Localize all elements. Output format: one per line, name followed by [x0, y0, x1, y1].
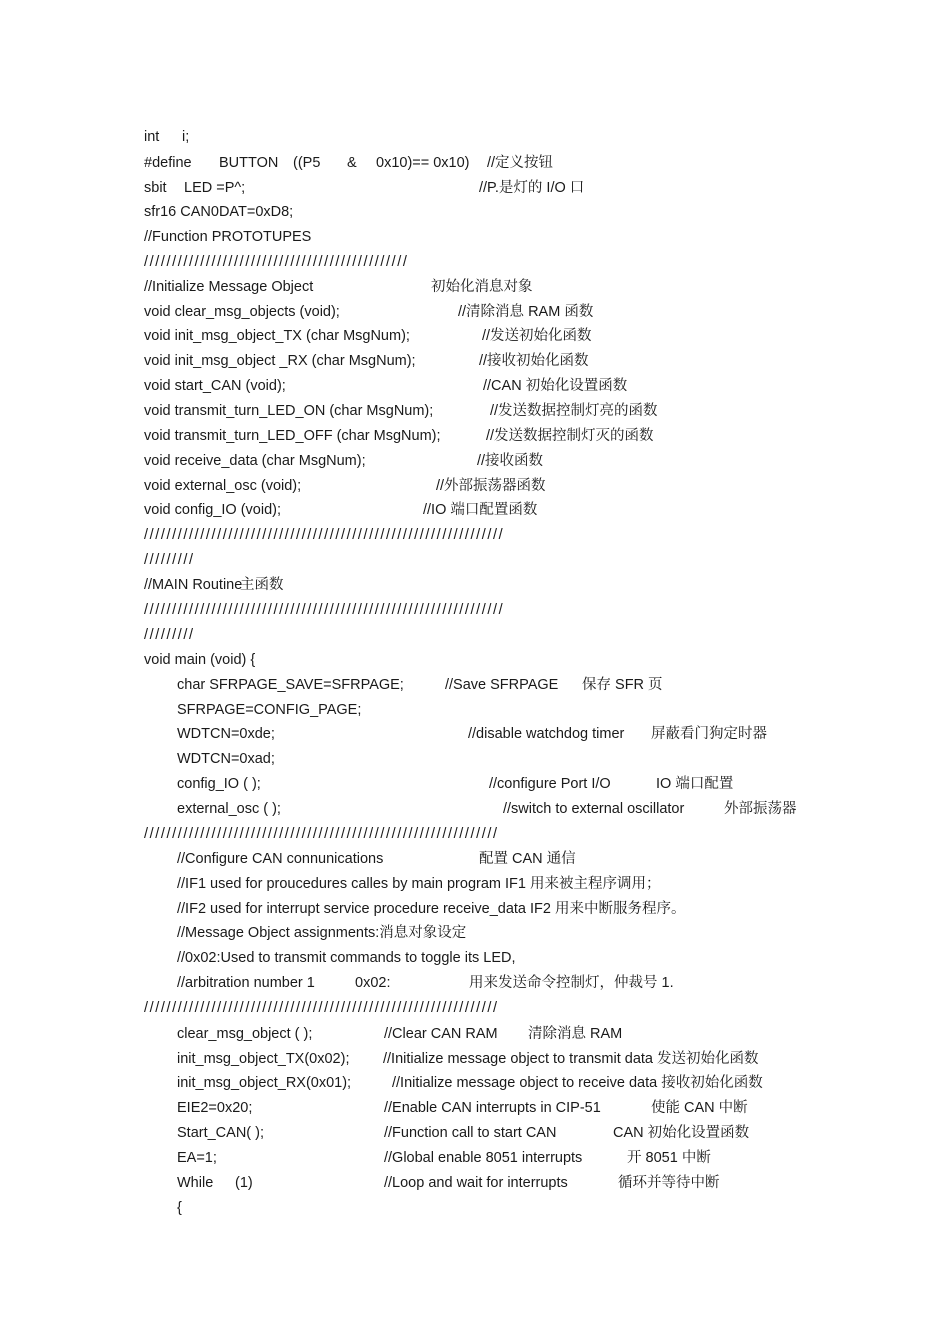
code-token: //Enable CAN interrupts in CIP-51: [384, 1100, 601, 1116]
code-token: WDTCN=0xad;: [177, 751, 275, 767]
code-token: init_msg_object_TX(0x02);: [177, 1051, 350, 1067]
code-token: ///////////////////////////////////////////////////////////////: [144, 1000, 499, 1016]
code-token: void clear_msg_objects (void);: [144, 304, 340, 320]
code-token: void transmit_turn_LED_ON (char MsgNum);: [144, 403, 434, 419]
code-token: //清除消息 RAM 函数: [458, 304, 594, 320]
code-token: void transmit_turn_LED_OFF (char MsgNum);: [144, 428, 441, 444]
code-token: clear_msg_object ( );: [177, 1026, 313, 1042]
code-token: 循环并等待中断: [618, 1175, 720, 1191]
code-token: //P.是灯的 I/O 口: [479, 180, 585, 196]
code-token: //Initialize Message Object: [144, 279, 314, 295]
code-token: //CAN 初始化设置函数: [483, 378, 628, 394]
code-token: config_IO ( );: [177, 776, 261, 792]
code-token: //Clear CAN RAM: [384, 1026, 498, 1042]
code-token: BUTTON: [219, 155, 279, 171]
code-token: 开 8051 中断: [627, 1150, 711, 1166]
code-token: (1): [235, 1175, 253, 1191]
code-token: //Message Object assignments:消息对象设定: [177, 925, 467, 941]
code-token: ///////////////////////////////////////////////: [144, 254, 409, 270]
code-token: IO 端口配置: [656, 776, 734, 792]
code-token: //外部振荡器函数: [436, 478, 546, 494]
code-token: //发送初始化函数: [482, 328, 592, 344]
code-token: //Configure CAN connunications: [177, 851, 384, 867]
code-token: 清除消息 RAM: [528, 1026, 623, 1042]
code-token: 主函数: [240, 577, 284, 593]
code-token: i;: [182, 129, 190, 145]
code-token: void init_msg_object_TX (char MsgNum);: [144, 328, 410, 344]
code-token: 屏蔽看门狗定时器: [651, 726, 767, 742]
code-token: void start_CAN (void);: [144, 378, 286, 394]
code-token: //Loop and wait for interrupts: [384, 1175, 568, 1191]
code-token: //configure Port I/O: [489, 776, 611, 792]
code-token: While: [177, 1175, 214, 1191]
code-token: void main (void) {: [144, 652, 256, 668]
code-token: //Initialize message object to transmit data 发送初始化函数: [383, 1051, 759, 1067]
code-token: ////////////////////////////////////////////////////////////////: [144, 527, 505, 543]
code-token: Start_CAN( );: [177, 1125, 265, 1141]
code-token: 使能 CAN 中断: [651, 1100, 748, 1116]
code-token: SFRPAGE=CONFIG_PAGE;: [177, 702, 362, 718]
code-token: //接收函数: [477, 453, 544, 469]
code-token: 0x02:: [355, 975, 391, 991]
code-token: /////////: [144, 552, 195, 568]
code-token: //arbitration number 1: [177, 975, 315, 991]
code-token: //Function call to start CAN: [384, 1125, 557, 1141]
code-token: char SFRPAGE_SAVE=SFRPAGE;: [177, 677, 404, 693]
code-token: //Function PROTOTUPES: [144, 229, 312, 245]
code-token: //Initialize message object to receive data 接收初始化函数: [392, 1075, 763, 1091]
code-token: //IF2 used for interrupt service procedure receive_data IF2 用来中断服务程序。: [177, 901, 686, 917]
code-token: CAN 初始化设置函数: [613, 1125, 750, 1141]
code-token: sfr16 CAN0DAT=0xD8;: [144, 204, 294, 220]
code-token: void init_msg_object _RX (char MsgNum);: [144, 353, 416, 369]
code-token: 初始化消息对象: [431, 279, 533, 295]
code-token: ////////////////////////////////////////////////////////////////: [144, 602, 505, 618]
code-token: WDTCN=0xde;: [177, 726, 275, 742]
code-token: //IF1 used for proucedures calles by main program IF1 用来被主程序调用；: [177, 876, 661, 892]
code-token: /////////: [144, 627, 195, 643]
code-token: EIE2=0x20;: [177, 1100, 253, 1116]
code-token: int: [144, 129, 160, 145]
code-token: #define: [144, 155, 192, 171]
code-token: //0x02:Used to transmit commands to toggle its LED,: [177, 950, 516, 966]
code-token: //IO 端口配置函数: [423, 502, 538, 518]
code-token: external_osc ( );: [177, 801, 281, 817]
code-token: void config_IO (void);: [144, 502, 282, 518]
code-token: {: [177, 1200, 182, 1216]
code-token: EA=1;: [177, 1150, 217, 1166]
code-token: void external_osc (void);: [144, 478, 302, 494]
code-token: //switch to external oscillator: [503, 801, 685, 817]
code-token: void receive_data (char MsgNum);: [144, 453, 366, 469]
code-token: 外部振荡器: [724, 801, 797, 817]
code-token: //Global enable 8051 interrupts: [384, 1150, 583, 1166]
code-token: 用来发送命令控制灯，仲裁号 1.: [469, 975, 674, 991]
code-token: ///////////////////////////////////////////////////////////////: [144, 826, 499, 842]
code-token: 0x10)== 0x10): [376, 155, 470, 171]
code-token: init_msg_object_RX(0x01);: [177, 1075, 352, 1091]
code-token: //定义按钮: [487, 155, 554, 171]
code-token: &: [347, 155, 357, 171]
code-token: 保存 SFR 页: [582, 677, 663, 693]
code-token: //接收初始化函数: [479, 353, 589, 369]
code-token: 配置 CAN 通信: [479, 851, 576, 867]
code-token: sbit: [144, 180, 167, 196]
code-token: //发送数据控制灯灭的函数: [486, 428, 654, 444]
code-token: //MAIN Routine: [144, 577, 243, 593]
code-token: //disable watchdog timer: [468, 726, 625, 742]
code-token: LED =P^;: [184, 180, 246, 196]
code-token: ((P5: [293, 155, 321, 171]
code-token: //发送数据控制灯亮的函数: [490, 403, 658, 419]
code-token: //Save SFRPAGE: [445, 677, 559, 693]
